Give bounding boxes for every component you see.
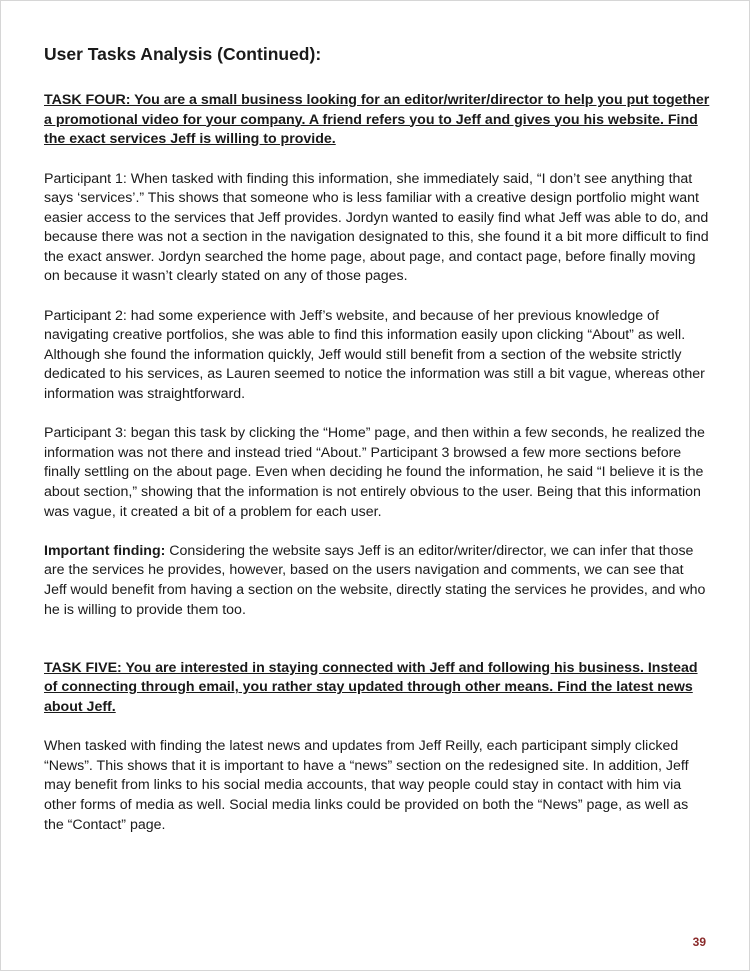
participant-3-paragraph: Participant 3: began this task by clicking the “Home” page, and then within a few seconds, he realized the information was not there and instead tried “About.” Participant 3 browsed a few more sections before finally settling on the about page. Even when deciding he found the information, he said “I believe it is the about section,” showing that the information is not entirely obvious to the user. Being that this information was vague, it created a bit of a problem for each user. [44, 425, 705, 520]
page-content [44, 44, 710, 855]
task-four-heading: TASK FOUR: You are a small business looking for an editor/writer/director to help you put together a promotional video for your company. A friend refers you to Jeff and gives you his website. Find the exact services Jeff is willing to provide. [44, 92, 710, 147]
section-spacer [44, 640, 710, 659]
task-five-paragraph: When tasked with finding the latest news and updates from Jeff Reilly, each participant simply clicked “News”. This shows that it is important to have a “news” section on the redesigned site. In addition, Jeff may benefit from links to his social media accounts, that way people could stay in contact with him via other forms of media as well. Social media links could be provided on both the “News” page, as well as the “Contact” page. [44, 738, 689, 833]
page-title: User Tasks Analysis (Continued): [44, 44, 322, 64]
important-finding-label: Important finding: [44, 542, 166, 559]
important-finding-paragraph [44, 542, 710, 620]
important-finding-text: Considering the website says Jeff is an editor/writer/director, we can infer that those are the services he provides, however, based on the users navigation and comments, we can see that Jeff would benefit from having a section on the website, directly stating the services he provides, and who he is willing to provide them too. [44, 542, 706, 618]
participant-2-paragraph: Participant 2: had some experience with Jeff’s website, and because of her previous knowledge of navigating creative portfolios, she was able to find this information easily upon clicking “About” as well. Although she found the information quickly, Jeff would still benefit from a section of the website strictly dedicated to his services, as Lauren seemed to notice the information was still a bit vague, whereas other information was straightforward. [44, 307, 705, 403]
task-five-heading: TASK FIVE: You are interested in staying connected with Jeff and following his business. Instead of connecting through email, you rather stay updated through other means. Find the latest news about Jeff. [44, 659, 698, 715]
participant-1-paragraph: Participant 1: When tasked with finding this information, she immediately said, “I don’t see anything that says ‘services’.” This shows that someone who is less familiar with a creative design portfolio might want easier access to the services that Jeff provides. Jordyn wanted to easily find what Jeff was able to do, and because there was not a section in the navigation designated to this, she found it a bit more difficult to find the exact answer. Jordyn searched the home page, about page, and contact page, before finally moving on because it wasn’t clearly stated on any of those pages. [44, 170, 709, 285]
page-number: 39 [692, 935, 706, 949]
